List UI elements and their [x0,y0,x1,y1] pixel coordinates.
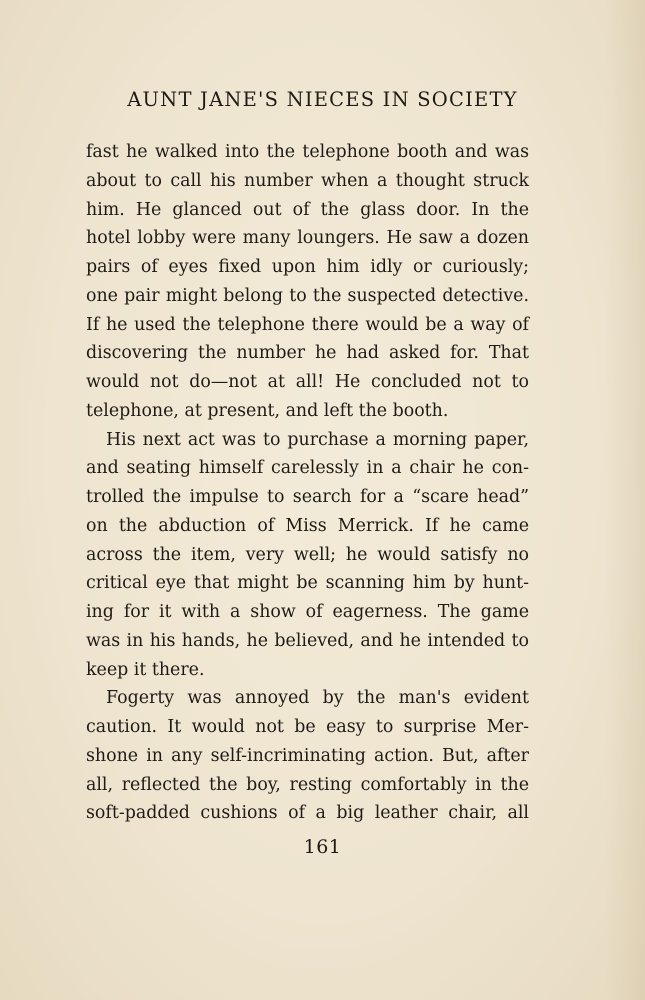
text-line: discovering the number he had asked for. That [86,343,529,364]
text-line: and seating himself carelessly in a chair he con- [86,458,529,479]
paragraph-1 [86,138,529,426]
text-line: one pair might belong to the suspected detective. [86,285,529,306]
page-number: 161 [303,836,342,858]
text-line: caution. It would not be easy to surprise Mer- [86,717,529,737]
text-line: trolled the impulse to search for a “scare head” [86,487,529,507]
body-text [86,138,529,828]
text-line: Fogerty was annoyed by the man's evident [106,688,529,709]
text-line: on the abduction of Miss Merrick. If he came [86,515,529,536]
text-line: hotel lobby were many loungers. He saw a dozen [86,228,529,249]
text-line: keep it there. [86,659,205,680]
running-head: AUNT JANE'S NIECES IN SOCIETY [127,88,518,111]
text-line: all, reflected the boy, resting comfortably in the [86,774,529,795]
text-line: His next act was to purchase a morning paper, [106,429,529,450]
text-line: fast he walked into the telephone booth and was [86,142,529,162]
text-line: across the item, very well; he would satisfy no [86,544,529,565]
text-line: telephone, at present, and left the booth. [86,400,449,421]
text-line: was in his hands, he believed, and he intended to [86,630,529,651]
text-line: If he used the telephone there would be a way of [86,314,529,335]
text-line: soft-padded cushions of a big leather chair, all [86,803,529,824]
text-line: pairs of eyes fixed upon him idly or curiously; [86,257,529,277]
paragraph-2 [86,426,529,685]
text-line: shone in any self-incriminating action. But, after [86,745,529,766]
paragraph-3 [86,684,529,828]
text-line: would not do—not at all! He concluded not to [86,372,529,392]
text-line: ing for it with a show of eagerness. The game [86,602,529,622]
text-line: critical eye that might be scanning him by hunt- [86,573,529,594]
text-line: about to call his number when a thought struck [86,170,529,191]
text-line: him. He glanced out of the glass door. In the [86,199,529,220]
